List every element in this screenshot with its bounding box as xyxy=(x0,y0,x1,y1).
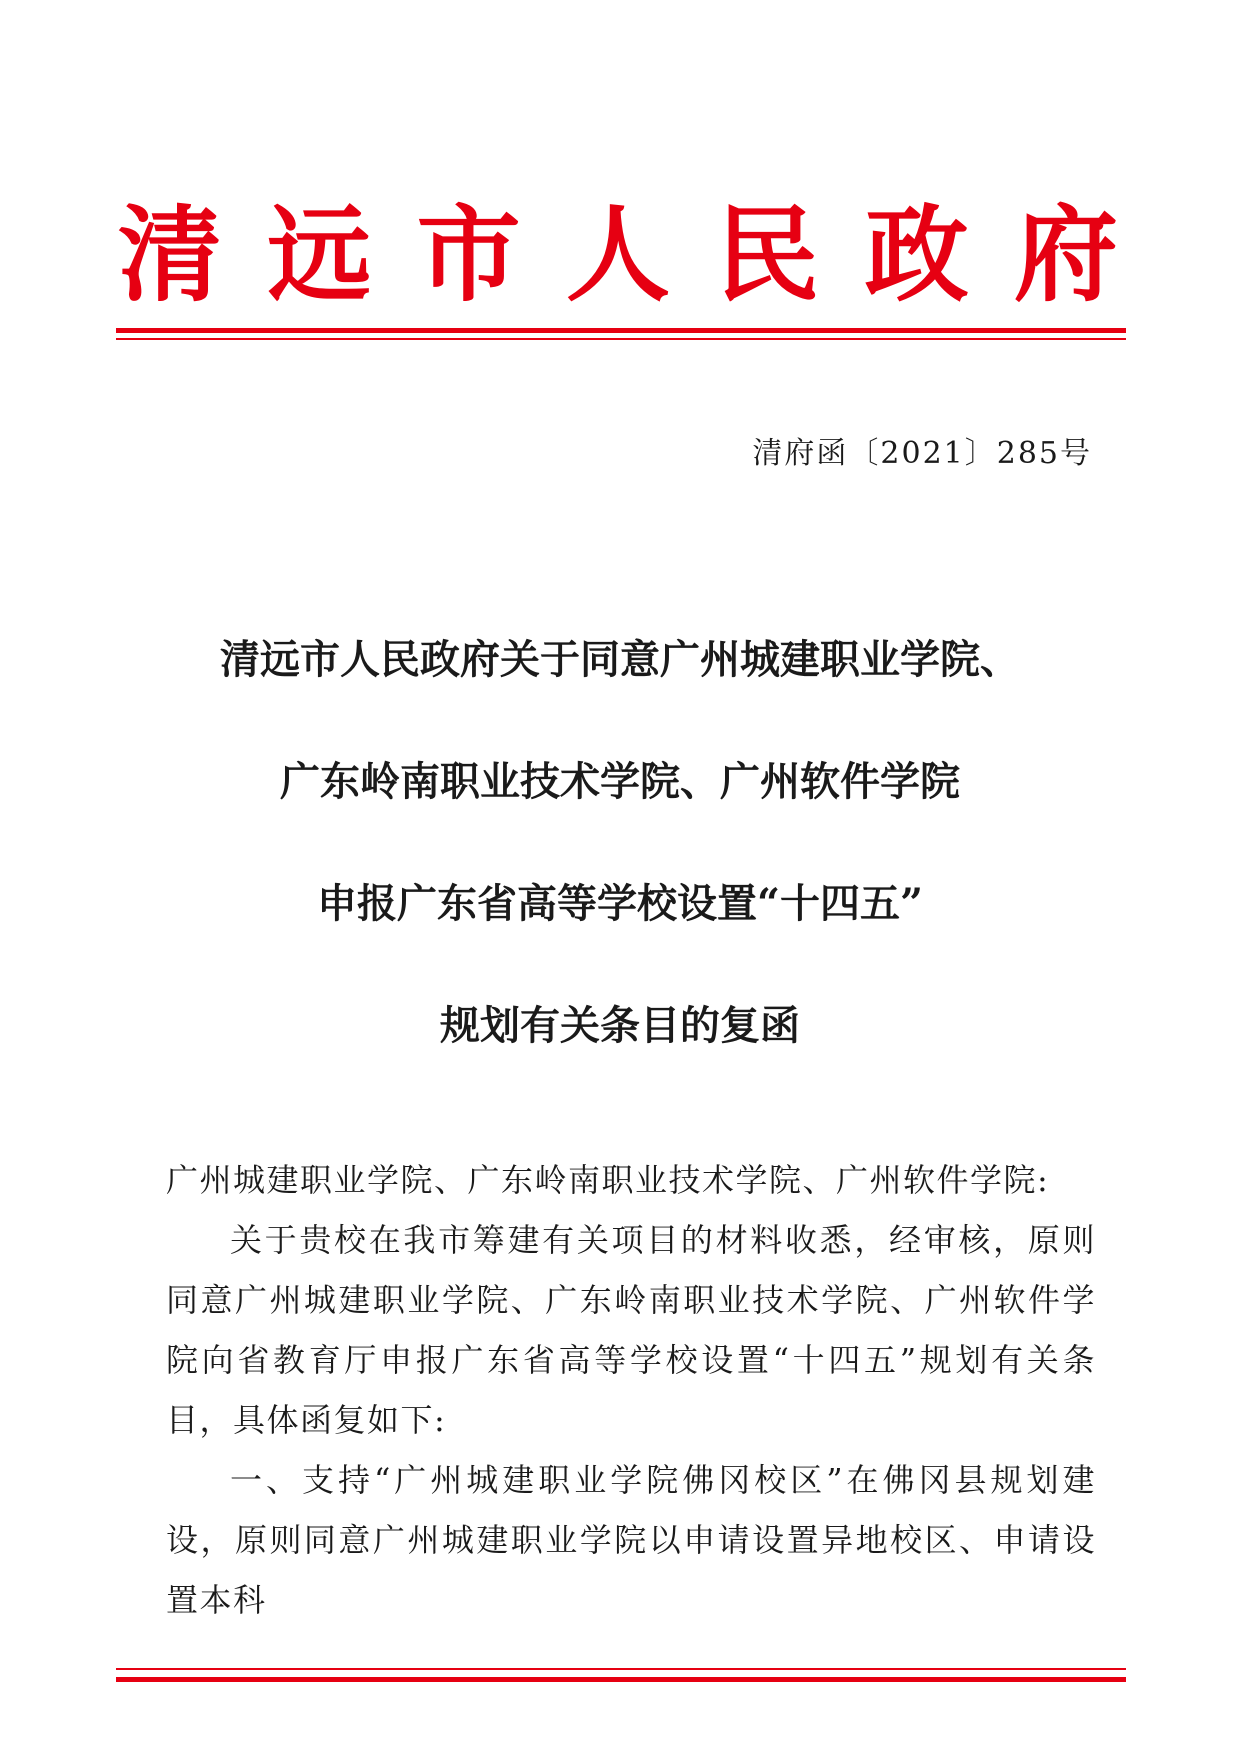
issuer-char: 人 xyxy=(565,193,670,316)
body-paragraph: 一、支持“广州城建职业学院佛冈校区”在佛冈县规划建设，原则同意广州城建职业学院以申请设置异地校区、申请设置本科 xyxy=(166,1461,1096,1619)
footer-rule-thin xyxy=(116,1668,1126,1670)
issuer-char: 远 xyxy=(267,193,372,316)
title-line: 规划有关条目的复函 xyxy=(440,1002,800,1049)
document-title xyxy=(0,620,1240,1108)
issuer-char: 政 xyxy=(864,193,969,316)
title-line: 清远市人民政府关于同意广州城建职业学院、 xyxy=(220,636,1020,683)
issuer-char: 府 xyxy=(1013,193,1118,316)
header-rule-thick xyxy=(116,328,1126,333)
document-number: 清府函〔2021〕285号 xyxy=(752,436,1092,471)
issuer-char: 市 xyxy=(416,193,521,316)
title-line: 申报广东省高等学校设置“十四五” xyxy=(316,880,923,927)
footer-rule-thick xyxy=(116,1677,1126,1682)
title-line: 广东岭南职业技术学院、广州软件学院 xyxy=(280,758,960,805)
issuer-letterhead xyxy=(118,195,1118,315)
issuer-char: 清 xyxy=(118,193,223,316)
body-paragraph: 关于贵校在我市筹建有关项目的材料收悉，经审核，原则同意广州城建职业学院、广东岭南职业技术学院、广州软件学院向省教育厅申报广东省高等学校设置“十四五”规划有关条目，具体函复如下: xyxy=(166,1221,1096,1439)
salutation: 广州城建职业学院、广东岭南职业技术学院、广州软件学院: xyxy=(166,1161,1050,1199)
header-rule-thin xyxy=(116,338,1126,340)
issuer-char: 民 xyxy=(715,193,820,316)
letter-body xyxy=(166,1150,1096,1630)
